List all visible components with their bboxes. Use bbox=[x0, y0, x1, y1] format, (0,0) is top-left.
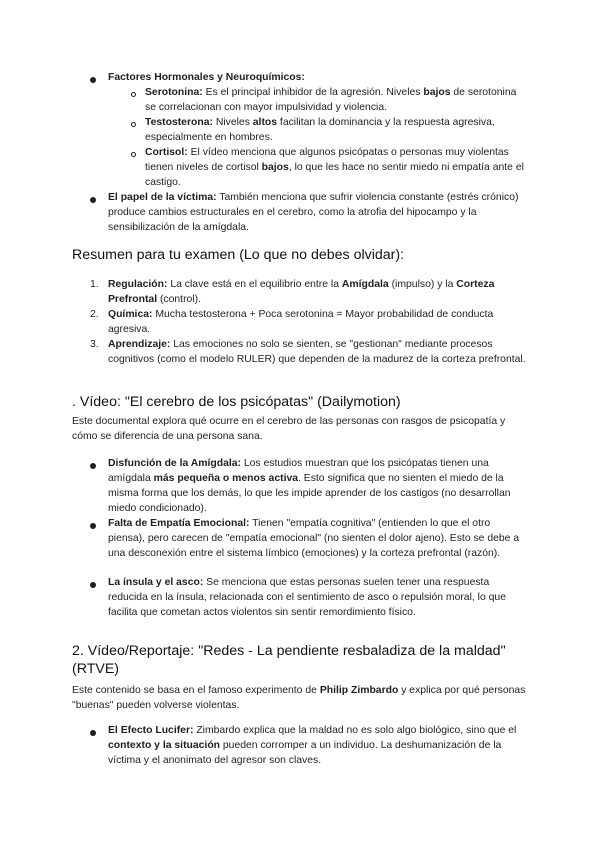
hollow-bullet bbox=[131, 152, 136, 157]
summary-text: Regulación: La clave está en el equilibrio entre la Amígdala (impulso) y la Corteza Prefrontal (control). bbox=[108, 279, 495, 305]
bullet-dot bbox=[90, 523, 96, 529]
video1-item-text: Falta de Empatía Emocional: Tienen "empatía cognitiva" (entienden lo que el otro piensa), pero carecen de "empatía emocional" (no sienten el dolor ajeno). Esto se debe a una desconexión entre el sistema límbico (emociones) y la corteza prefrontal (razón). bbox=[108, 518, 520, 559]
item-number: 3. bbox=[90, 339, 99, 350]
item-number: 2. bbox=[90, 309, 99, 320]
summary-text: Química: Mucha testosterona + Poca serotonina = Mayor probabilidad de conducta agresiva. bbox=[108, 309, 494, 335]
video2-intro: Este contenido se basa en el famoso experimento de Philip Zimbardo y explica por qué personas "buenas" pueden volverse violentas. bbox=[72, 685, 526, 711]
item-number: 1. bbox=[90, 279, 99, 290]
bullet-dot bbox=[90, 463, 96, 469]
subitem-text: Serotonina: Es el principal inhibidor de la agresión. Niveles bajos de serotonina se correlacionan con mayor impulsividad y violencia. bbox=[145, 87, 517, 113]
victim-text: El papel de la víctima: También menciona que sufrir violencia constante (estrés crónico) produce cambios estructurales en el cerebro, como la atrofia del hipocampo y la sensibilización de la amígdala. bbox=[108, 192, 519, 233]
subitem-text: Testosterona: Niveles altos facilitan la dominancia y la respuesta agresiva, especialmente en hombres. bbox=[145, 117, 495, 143]
video1-item-text: Disfunción de la Amígdala: Los estudios muestran que los psicópatas tienen una amígdala más pequeña o menos activa. Esto significa que no sienten el miedo de la misma forma que los demás, lo que les impide aprender de los castigos (no desarrollan miedo condicionado). bbox=[108, 458, 511, 514]
video2-title: 2. Vídeo/Reportaje: "Redes - La pendiente resbaladiza de la maldad" (RTVE) bbox=[72, 643, 506, 677]
bullet-dot bbox=[90, 197, 96, 203]
hollow-bullet bbox=[131, 122, 136, 127]
video2-item-text: El Efecto Lucifer: Zimbardo explica que la maldad no es solo algo biológico, sino que el contexto y la situación pueden corromper a un individuo. La deshumanización de la víctima y el anonimato del agresor son claves. bbox=[108, 725, 517, 766]
subitem-text: Cortisol: El vídeo menciona que algunos psicópatas o personas muy violentas tienen niveles de cortisol bajos, lo que les hace no sentir miedo ni empatía ante el castigo. bbox=[145, 147, 524, 188]
hollow-bullet bbox=[131, 92, 136, 97]
video1-title: . Vídeo: "El cerebro de los psicópatas" (Dailymotion) bbox=[72, 394, 401, 410]
summary-title: Resumen para tu examen (Lo que no debes olvidar): bbox=[72, 247, 405, 263]
video1-intro: Este documental explora qué ocurre en el cerebro de las personas con rasgos de psicopatía y cómo se diferencia de una persona sana. bbox=[72, 416, 506, 442]
bullet-dot bbox=[90, 77, 96, 83]
bullet-dot bbox=[90, 582, 96, 588]
hormonal-heading: Factores Hormonales y Neuroquímicos: bbox=[108, 72, 305, 83]
summary-text: Aprendizaje: Las emociones no solo se sienten, se "gestionan" mediante procesos cognitivos (como el modelo RULER) que dependen de la madurez de la corteza prefrontal. bbox=[108, 339, 526, 365]
video1-item-text: La ínsula y el asco: Se menciona que estas personas suelen tener una respuesta reducida en la ínsula, relacionada con el sentimiento de asco o repulsión moral, lo que facilita que cometan actos violentos sin sentir remordimiento físico. bbox=[108, 577, 506, 618]
bullet-dot bbox=[90, 730, 96, 736]
